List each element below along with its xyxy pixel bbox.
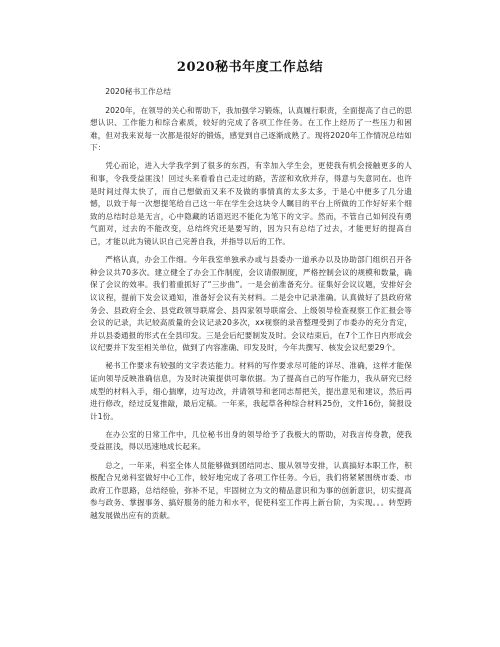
paragraph-meetings: 严格认真，办会工作细。今年我室单独承办或与县委办一道承办以及协助部门组织召开各种会议共70多次。建立健全了办会工作制度，会议请假制度，严格控制会议的规模和数量，确保了会议的效率。我们着重抓好了“三步曲”。一是会前准备充分。征集好会议议题，安排好会议议程，提前下发会议通知，准备好会议有关材料。二是会中记录准确。认真做好了县政府常务会、县政府全会、县党政领导联席会、县四家领导联席会、上级领导检查视察工作汇报会等会议的记录，共记较高质量的会议记录20多次，xx视察的录音整理受到了市委办的充分肯定，并以县委通报的形式在全县印发。三是会后纪要制发及时。会议结束后，在7个工作日内形成会议纪要并下发至相关单位，做到了内容准确、印发及时，今年共撰写、核发会议纪要29个。: [90, 255, 412, 353]
document-body: [90, 86, 412, 528]
paragraph-intro: 2020年，在领导的关心和帮助下，我加强学习锻炼，认真履行职责，全面提高了自己的思想认识、工作能力和综合素质，较好的完成了各项工作任务。在工作上经历了一些压力和困难，但对我来说每一次都是很好的锻炼，感觉到自己逐渐成熟了。现将2020年工作情况总结如下：: [90, 105, 412, 153]
paragraph-reflection: 凭心而论，进入大学我学到了很多的东西，有幸加入学生会，更使我有机会接触更多的人和事，令我受益匪浅！回过头来看看自己走过的路，苦涩和欢欣并存，得意与失意同在。也许是时间过得太快了，而自己想做而又来不及做的事情真的太多太多，于是心中便多了几分遗憾，以致于每一次想提笔给自己这一年在学生会这块令人瞩目的平台上所做的工作好好来个细致的总结时总是无言，心中隐藏的话语迟迟不能化为笔下的文字。然而，不管自己如何没有勇气面对，过去的不能改变，总结终究还是要写的，因为只有总结了过去，才能更好的提高自己，才能以此为镜认识自己完善自我，并指导以后的工作。: [90, 161, 412, 247]
paragraph-writing: 秘书工作要求有较强的文字表达能力。材料的写作要求尽可能的详尽、准确，这样才能保证向领导反映准确信息，为及时决策提供可靠依据。为了提高自己的写作能力，我从研究已经成型的材料入手，细心揣摩，边写边改，并请领导和老同志帮把关，提出意见和建议，然后再进行修改，经过反复推敲，最后定稿。一年来，我起草各种综合材料25份，文件16份，简报设计1份。: [90, 361, 412, 421]
paragraph-conclusion: 总之，一年来，科室全体人员能够做到团结同志、服从领导安排，认真搞好本职工作，积极配合兄弟科室做好中心工作，较好地完成了各项工作任务。今后，我们将紧紧围绕市委、市政府工作思路，总结经验，弥补不足，牢固树立为文的精品意识和为事的创新意识，切实提高参与政务、掌握事务、搞好服务的能力和水平，促使科室工作再上新台阶，为实现。。。转型跨越发展做出应有的贡献。: [90, 460, 412, 520]
paragraph-mentors: 在办公室的日常工作中，几位秘书出身的领导给予了我极大的帮助，对我言传身教，使我受益匪浅，得以迅速地成长起来。: [90, 429, 412, 452]
document-title: 2020秘书年度工作总结: [176, 60, 324, 75]
document-subtitle: 2020秘书工作总结: [105, 87, 172, 96]
